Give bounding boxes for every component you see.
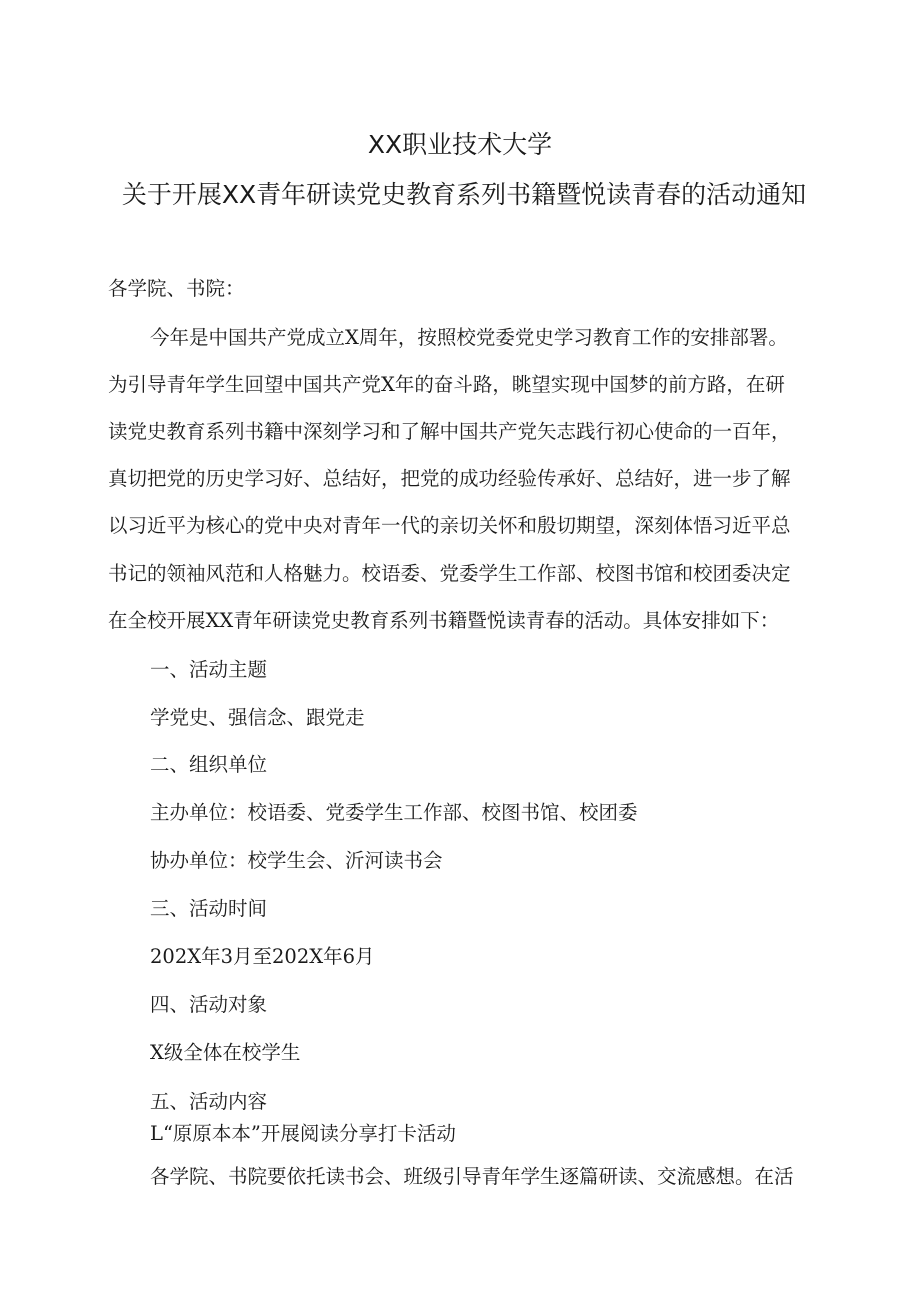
- section4-content: X级全体在校学生: [150, 1041, 301, 1064]
- section2-cohost: 协办单位：校学生会、沂河读书会: [150, 849, 443, 872]
- section5-item1: L“原原本本”开展阅读分享打卡活动: [150, 1122, 456, 1145]
- section5-text: 各学院、书院要依托读书会、班级引导青年学生逐篇研读、交流感想。在活: [150, 1165, 794, 1188]
- paragraph-line: 为引导青年学生回望中国共产党X年的奋斗路，眺望实现中国梦的前方路，在研: [108, 373, 785, 396]
- section3-heading: 三、活动时间: [150, 897, 268, 920]
- section2-host: 主办单位：校语委、党委学生工作部、校图书馆、校团委: [150, 801, 638, 824]
- paragraph-line: 真切把党的历史学习好、总结好，把党的成功经验传承好、总结好，进一步了解: [108, 467, 791, 490]
- paragraph-line: 以习近平为核心的党中央对青年一代的亲切关怀和殷切期望，深刻体悟习近平总: [108, 514, 791, 537]
- section3-content: 202X年3月至202X年6月: [150, 945, 375, 968]
- paragraph-line: 书记的领袖风范和人格魅力。校语委、党委学生工作部、校图书馆和校团委决定: [108, 562, 791, 585]
- document-title-line2: 关于开展XX青年研读党史教育系列书籍暨悦读青春的活动通知: [121, 180, 807, 209]
- section1-heading: 一、活动主题: [150, 658, 268, 681]
- section1-content: 学党史、强信念、跟党走: [150, 706, 365, 729]
- paragraph-line: 今年是中国共产党成立X周年，按照校党委党史学习教育工作的安排部署。: [150, 326, 788, 349]
- salutation: 各学院、书院：: [108, 277, 245, 300]
- document-title-line1: XX职业技术大学: [367, 130, 553, 159]
- paragraph-line: 读党史教育系列书籍中深刻学习和了解中国共产党矢志践行初心使命的一百年，: [108, 420, 791, 443]
- section4-heading: 四、活动对象: [150, 993, 268, 1016]
- section2-heading: 二、组织单位: [150, 753, 268, 776]
- paragraph-line: 在全校开展XX青年研读党史教育系列书籍暨悦读青春的活动。具体安排如下：: [108, 609, 780, 632]
- section5-heading: 五、活动内容: [150, 1090, 268, 1113]
